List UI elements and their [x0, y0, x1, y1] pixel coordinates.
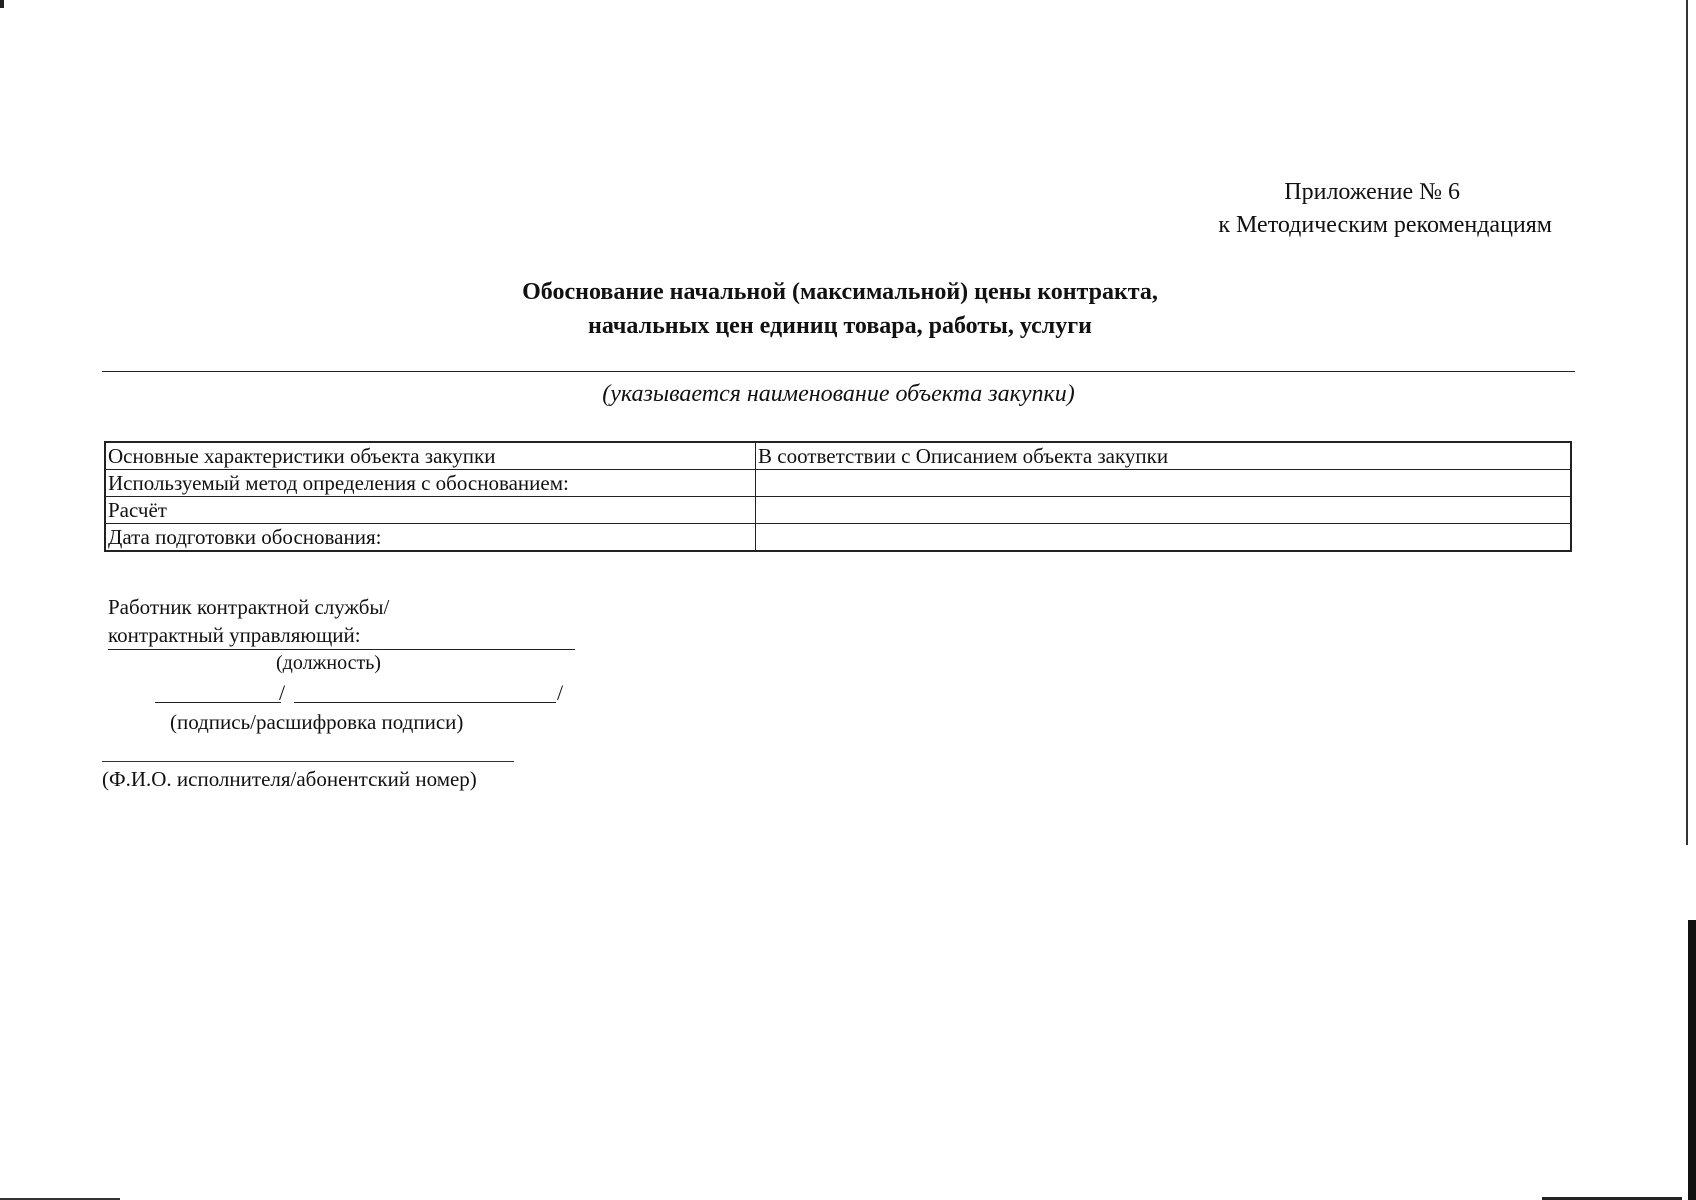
- title-line-1: Обоснование начальной (максимальной) цены контракта,: [522, 279, 1158, 305]
- scan-artifact: [1686, 0, 1688, 845]
- table-row: [105, 442, 1571, 470]
- scan-artifact: [0, 0, 4, 8]
- signature-caption: (подпись/расшифровка подписи): [170, 710, 464, 734]
- signature-slash: /: [279, 680, 286, 705]
- justification-table: [104, 441, 1572, 552]
- object-name-line: [102, 371, 1575, 372]
- signature-slash-end: /: [557, 680, 564, 705]
- executor-line: [102, 761, 514, 762]
- signature-block: [108, 593, 575, 650]
- role-line-1: Работник контрактной службы/: [108, 595, 390, 619]
- table-cell-label: Дата подготовки обоснования:: [105, 524, 756, 552]
- table-cell-value: [756, 524, 1572, 552]
- appendix-number: Приложение № 6: [1284, 179, 1460, 205]
- title-line-2: начальных цен единиц товара, работы, услуги: [588, 313, 1092, 339]
- signature-line: [155, 702, 281, 703]
- table-row: [105, 524, 1571, 552]
- table-cell-value: [756, 497, 1572, 524]
- object-name-caption: (указывается наименование объекта закупки): [602, 381, 1075, 407]
- appendix-reference: к Методическим рекомендациям: [1218, 212, 1552, 238]
- document-title: [290, 275, 1390, 343]
- table-cell-label: Используемый метод определения с обоснованием:: [105, 470, 756, 497]
- table-row: [105, 497, 1571, 524]
- table-row: [105, 470, 1571, 497]
- table-cell-value: В соответствии с Описанием объекта закупки: [756, 442, 1572, 470]
- scan-artifact: [1682, 920, 1696, 1200]
- role-line-2: контрактный управляющий:: [108, 621, 575, 650]
- table-cell-label: Расчёт: [105, 497, 756, 524]
- executor-caption: (Ф.И.О. исполнителя/абонентский номер): [102, 767, 477, 791]
- table-cell-value: [756, 470, 1572, 497]
- signature-decoding-line: [294, 702, 556, 703]
- table-cell-label: Основные характеристики объекта закупки: [105, 442, 756, 470]
- appendix-header: [1218, 176, 1552, 242]
- position-caption: (должность): [276, 652, 381, 674]
